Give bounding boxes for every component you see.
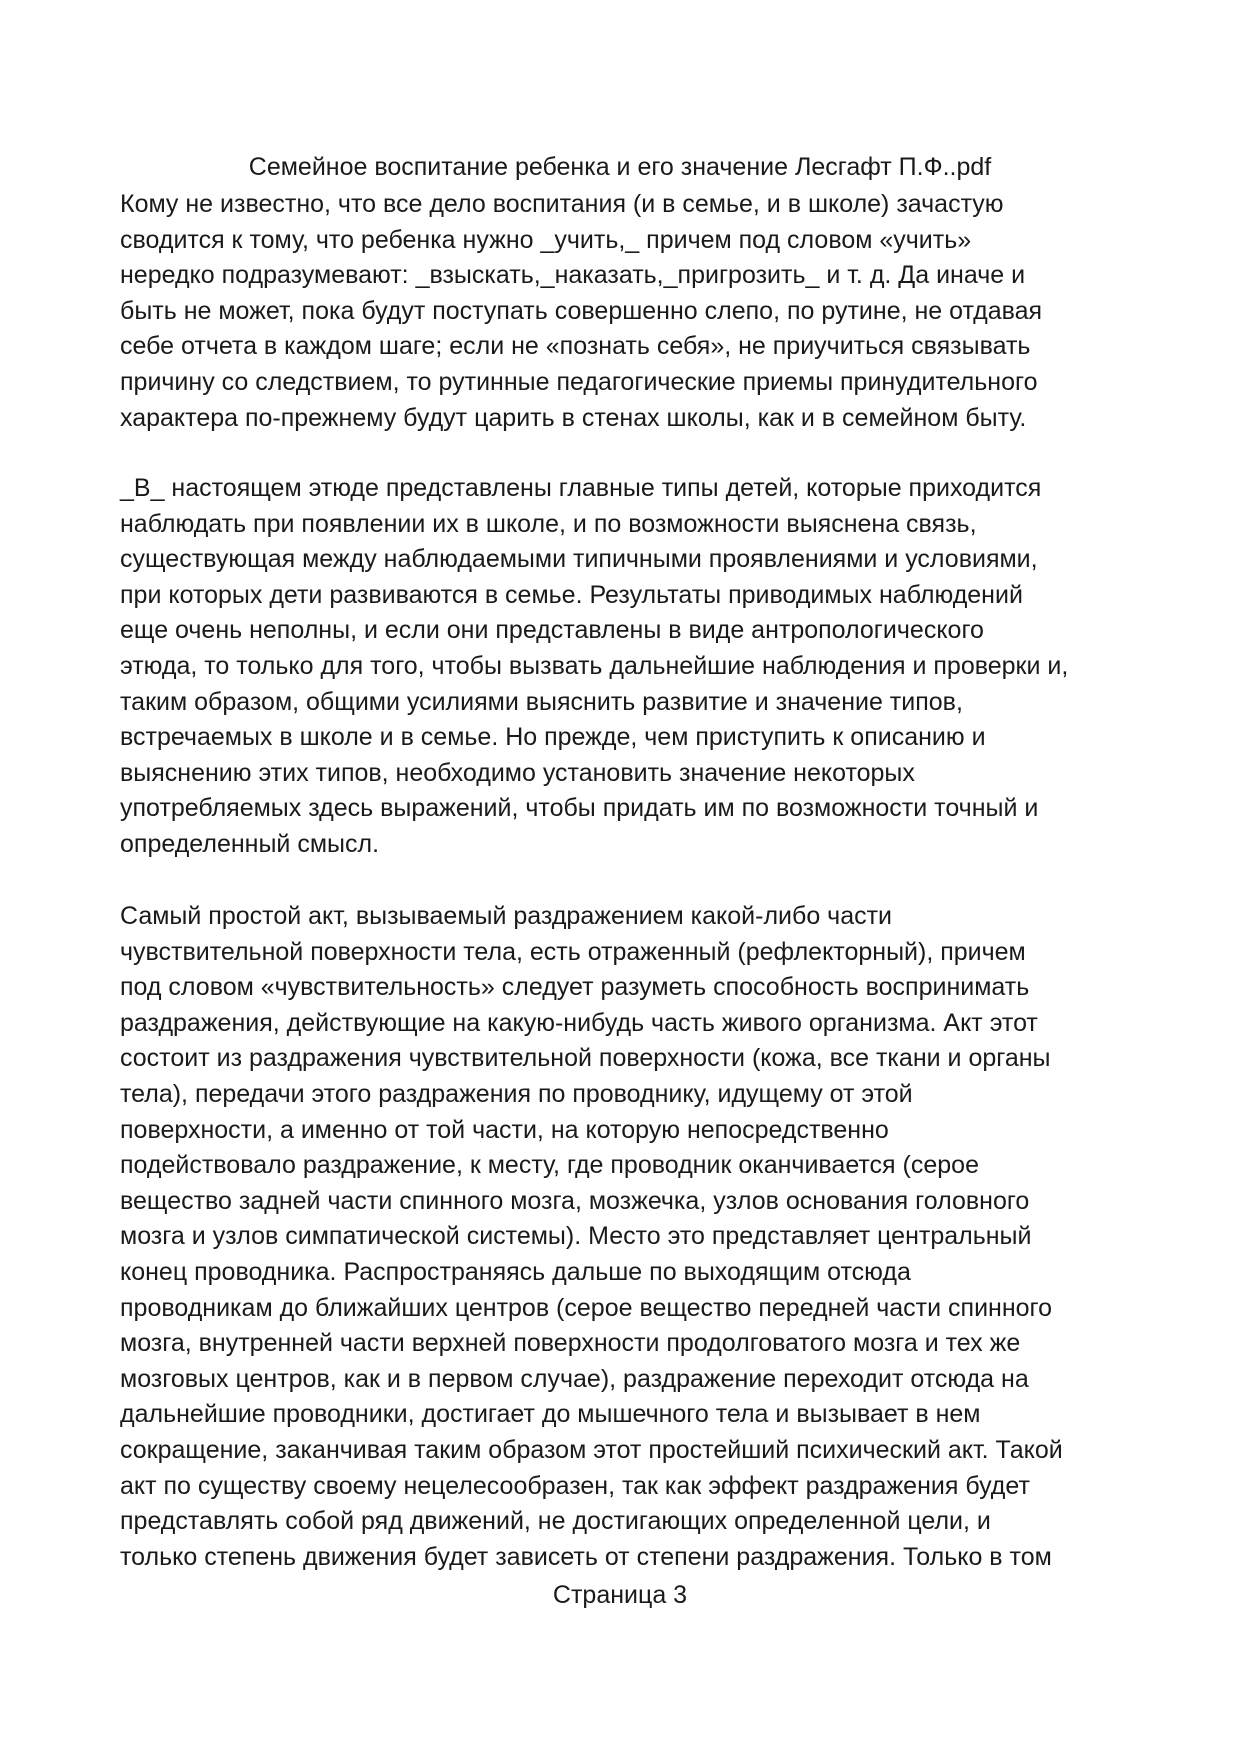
text-line: характера по-прежнему будут царить в стенах школы, как и в семейном быту. bbox=[120, 403, 1027, 432]
text-line: дальнейшие проводники, достигает до мышечного тела и вызывает в нем bbox=[120, 1400, 981, 1429]
text-line: Кому не известно, что все дело воспитания (и в семье, и в школе) зачастую bbox=[120, 190, 1004, 218]
text-line: мозговых центров, как и в первом случае), раздражение переходит отсюда на bbox=[120, 1364, 1029, 1393]
text-line: при которых дети развиваются в семье. Результаты приводимых наблюдений bbox=[120, 580, 1023, 609]
text-line: еще очень неполны, и если они представлены в виде антропологического bbox=[120, 616, 984, 645]
text-line: чувствительной поверхности тела, есть отраженный (рефлекторный), причем bbox=[120, 937, 1026, 966]
text-line: вещество задней части спинного мозга, мозжечка, узлов основания головного bbox=[120, 1186, 1030, 1215]
text-line: _В_ настоящем этюде представлены главные типы детей, которые приходится bbox=[120, 474, 1042, 502]
text-line: подействовало раздражение, к месту, где проводник оканчивается (серое bbox=[120, 1151, 979, 1180]
text-line: проводникам до ближайших центров (серое вещество передней части спинного bbox=[120, 1293, 1053, 1322]
paragraph-2 bbox=[120, 471, 1140, 863]
text-line: наблюдать при появлении их в школе, и по возможности выяснена связь, bbox=[120, 509, 977, 538]
text-line: тела), передачи этого раздражения по проводнику, идущему от этой bbox=[120, 1079, 913, 1108]
text-line: существующая между наблюдаемыми типичными проявлениями и условиями, bbox=[120, 545, 1038, 574]
text-line: мозга, внутренней части верхней поверхности продолговатого мозга и тех же bbox=[120, 1329, 1021, 1358]
text-line: под словом «чувствительность» следует разуметь способность воспринимать bbox=[120, 973, 1030, 1002]
text-line: мозга и узлов симпатической системы). Место это представляет центральный bbox=[120, 1222, 1032, 1251]
text-line: поверхности, а именно от той части, на которую непосредственно bbox=[120, 1115, 889, 1144]
text-line: сокращение, заканчивая таким образом этот простейший психический акт. Такой bbox=[120, 1435, 1063, 1464]
text-line: встречаемых в школе и в семье. Но прежде, чем приступить к описанию и bbox=[120, 723, 986, 752]
text-line: таким образом, общими усилиями выяснить развитие и значение типов, bbox=[120, 687, 963, 716]
text-line: выяснению этих типов, необходимо установить значение некоторых bbox=[120, 758, 915, 787]
page-number: Страница 3 bbox=[552, 1581, 688, 1609]
text-line: представлять собой ряд движений, не достигающих определенной цели, и bbox=[120, 1507, 991, 1536]
text-line: употребляемых здесь выражений, чтобы придать им по возможности точный и bbox=[120, 794, 1039, 823]
text-line: определенный смысл. bbox=[120, 829, 380, 858]
text-line: причину со следствием, то рутинные педагогические приемы принудительного bbox=[120, 367, 1038, 396]
text-line: сводится к тому, что ребенка нужно _учить,_ причем под словом «учить» bbox=[120, 225, 972, 254]
text-line: акт по существу своему нецелесообразен, так как эффект раздражения будет bbox=[120, 1471, 1030, 1500]
paragraph-3 bbox=[120, 899, 1140, 1575]
text-line: раздражения, действующие на какую-нибудь часть живого организма. Акт этот bbox=[120, 1008, 1038, 1037]
document-title: Семейное воспитание ребенка и его значение Лесгафт П.Ф..pdf bbox=[248, 153, 992, 181]
text-line: конец проводника. Распространяясь дальше по выходящим отсюда bbox=[120, 1257, 911, 1286]
text-line: быть не может, пока будут поступать совершенно слепо, по рутине, не отдавая bbox=[120, 296, 1043, 325]
text-line: себе отчета в каждом шаге; если не «познать себя», не приучиться связывать bbox=[120, 332, 1031, 361]
text-line: Самый простой акт, вызываемый раздражением какой-либо части bbox=[120, 902, 893, 930]
text-line: этюда, то только для того, чтобы вызвать дальнейшие наблюдения и проверки и, bbox=[120, 651, 1069, 680]
text-line: нередко подразумевают: _взыскать,_наказать,_пригрозить_ и т. д. Да иначе и bbox=[120, 261, 1026, 290]
text-line: состоит из раздражения чувствительной поверхности (кожа, все ткани и органы bbox=[120, 1044, 1051, 1073]
text-line: только степень движения будет зависеть от степени раздражения. Только в том bbox=[120, 1542, 1052, 1571]
paragraph-1 bbox=[120, 187, 1140, 436]
